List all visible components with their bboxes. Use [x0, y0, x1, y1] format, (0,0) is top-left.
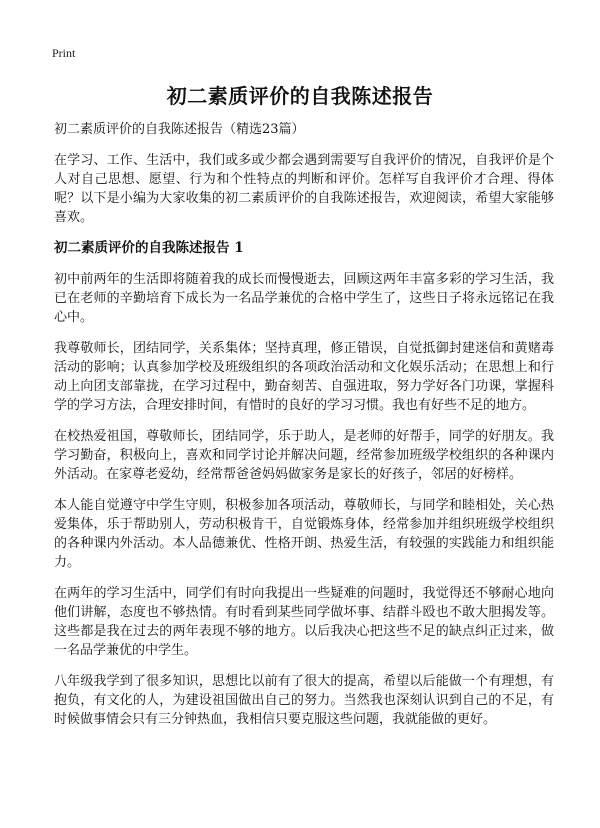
body-paragraph: 在两年的学习生活中，同学们有时向我提出一些疑难的问题时，我觉得还不够耐心地向他们讲解，态度也不够热情。有时看到某些同学做坏事、结群斗殴也不敢大胆揭发等。这些都是我在过去的两年表现不够的地方。以后我决心把这些不足的缺点纠正过来，做一名品学兼优的中学生。 [54, 586, 554, 658]
page-title: 初二素质评价的自我陈述报告 [166, 84, 434, 108]
section-heading: 初二素质评价的自我陈述报告 1 [54, 240, 244, 256]
body-paragraph: 我尊敬师长，团结同学，关系集体；坚持真理，修正错误，自觉抵御封建迷信和黄赌毒活动的影响；认真参加学校及班级组织的各项政治活动和文化娱乐活动；在思想上和行动上向团支部靠拢，在学习过程中，勤奋刻苦、自强进取，努力学好各门功课，掌握科学的学习方法，合理安排时间，有惜时的良好的学习习惯。我也有好些不足的地方。 [54, 341, 554, 413]
print-label: Print [52, 46, 76, 60]
document-subtitle: 初二素质评价的自我陈述报告（精选23篇） [54, 122, 305, 137]
intro-paragraph: 在学习、工作、生活中，我们或多或少都会遇到需要写自我评价的情况，自我评价是个人对自己思想、愿望、行为和个性特点的判断和评价。怎样写自我评价才合理、得体呢？以下是小编为大家收集的初二素质评价的自我陈述报告，欢迎阅读，希望大家能够喜欢。 [54, 153, 554, 225]
body-paragraph: 本人能自觉遵守中学生守则，积极参加各项活动，尊敬师长，与同学和睦相处，关心热爱集体，乐于帮助别人，劳动积极肯干，自觉锻炼身体，经常参加并组织班级学校组织的各种课内外活动。本人品德兼优、性格开朗、热爱生活，有较强的实践能力和组织能力。 [54, 498, 554, 570]
body-paragraph: 八年级我学到了很多知识，思想比以前有了很大的提高，希望以后能做一个有理想，有抱负，有文化的人，为建设祖国做出自己的努力。当然我也深刻认识到自己的不足，有时候做事情会只有三分钟热血，我相信只要克服这些问题，我就能做的更好。 [54, 674, 554, 727]
body-paragraph: 在校热爱祖国，尊敬师长，团结同学，乐于助人，是老师的好帮手，同学的好朋友。我学习勤奋，积极向上，喜欢和同学讨论并解决问题，经常参加班级学校组织的各种课内外活动。在家尊老爱幼，经常帮爸爸妈妈做家务是家长的好孩子，邻居的好榜样。 [54, 429, 554, 482]
document-body [54, 120, 554, 741]
body-paragraph: 初中前两年的生活即将随着我的成长而慢慢逝去，回顾这两年丰富多彩的学习生活，我已在老师的辛勤培育下成长为一名品学兼优的合格中学生了，这些日子将永远铭记在我心中。 [54, 272, 554, 325]
